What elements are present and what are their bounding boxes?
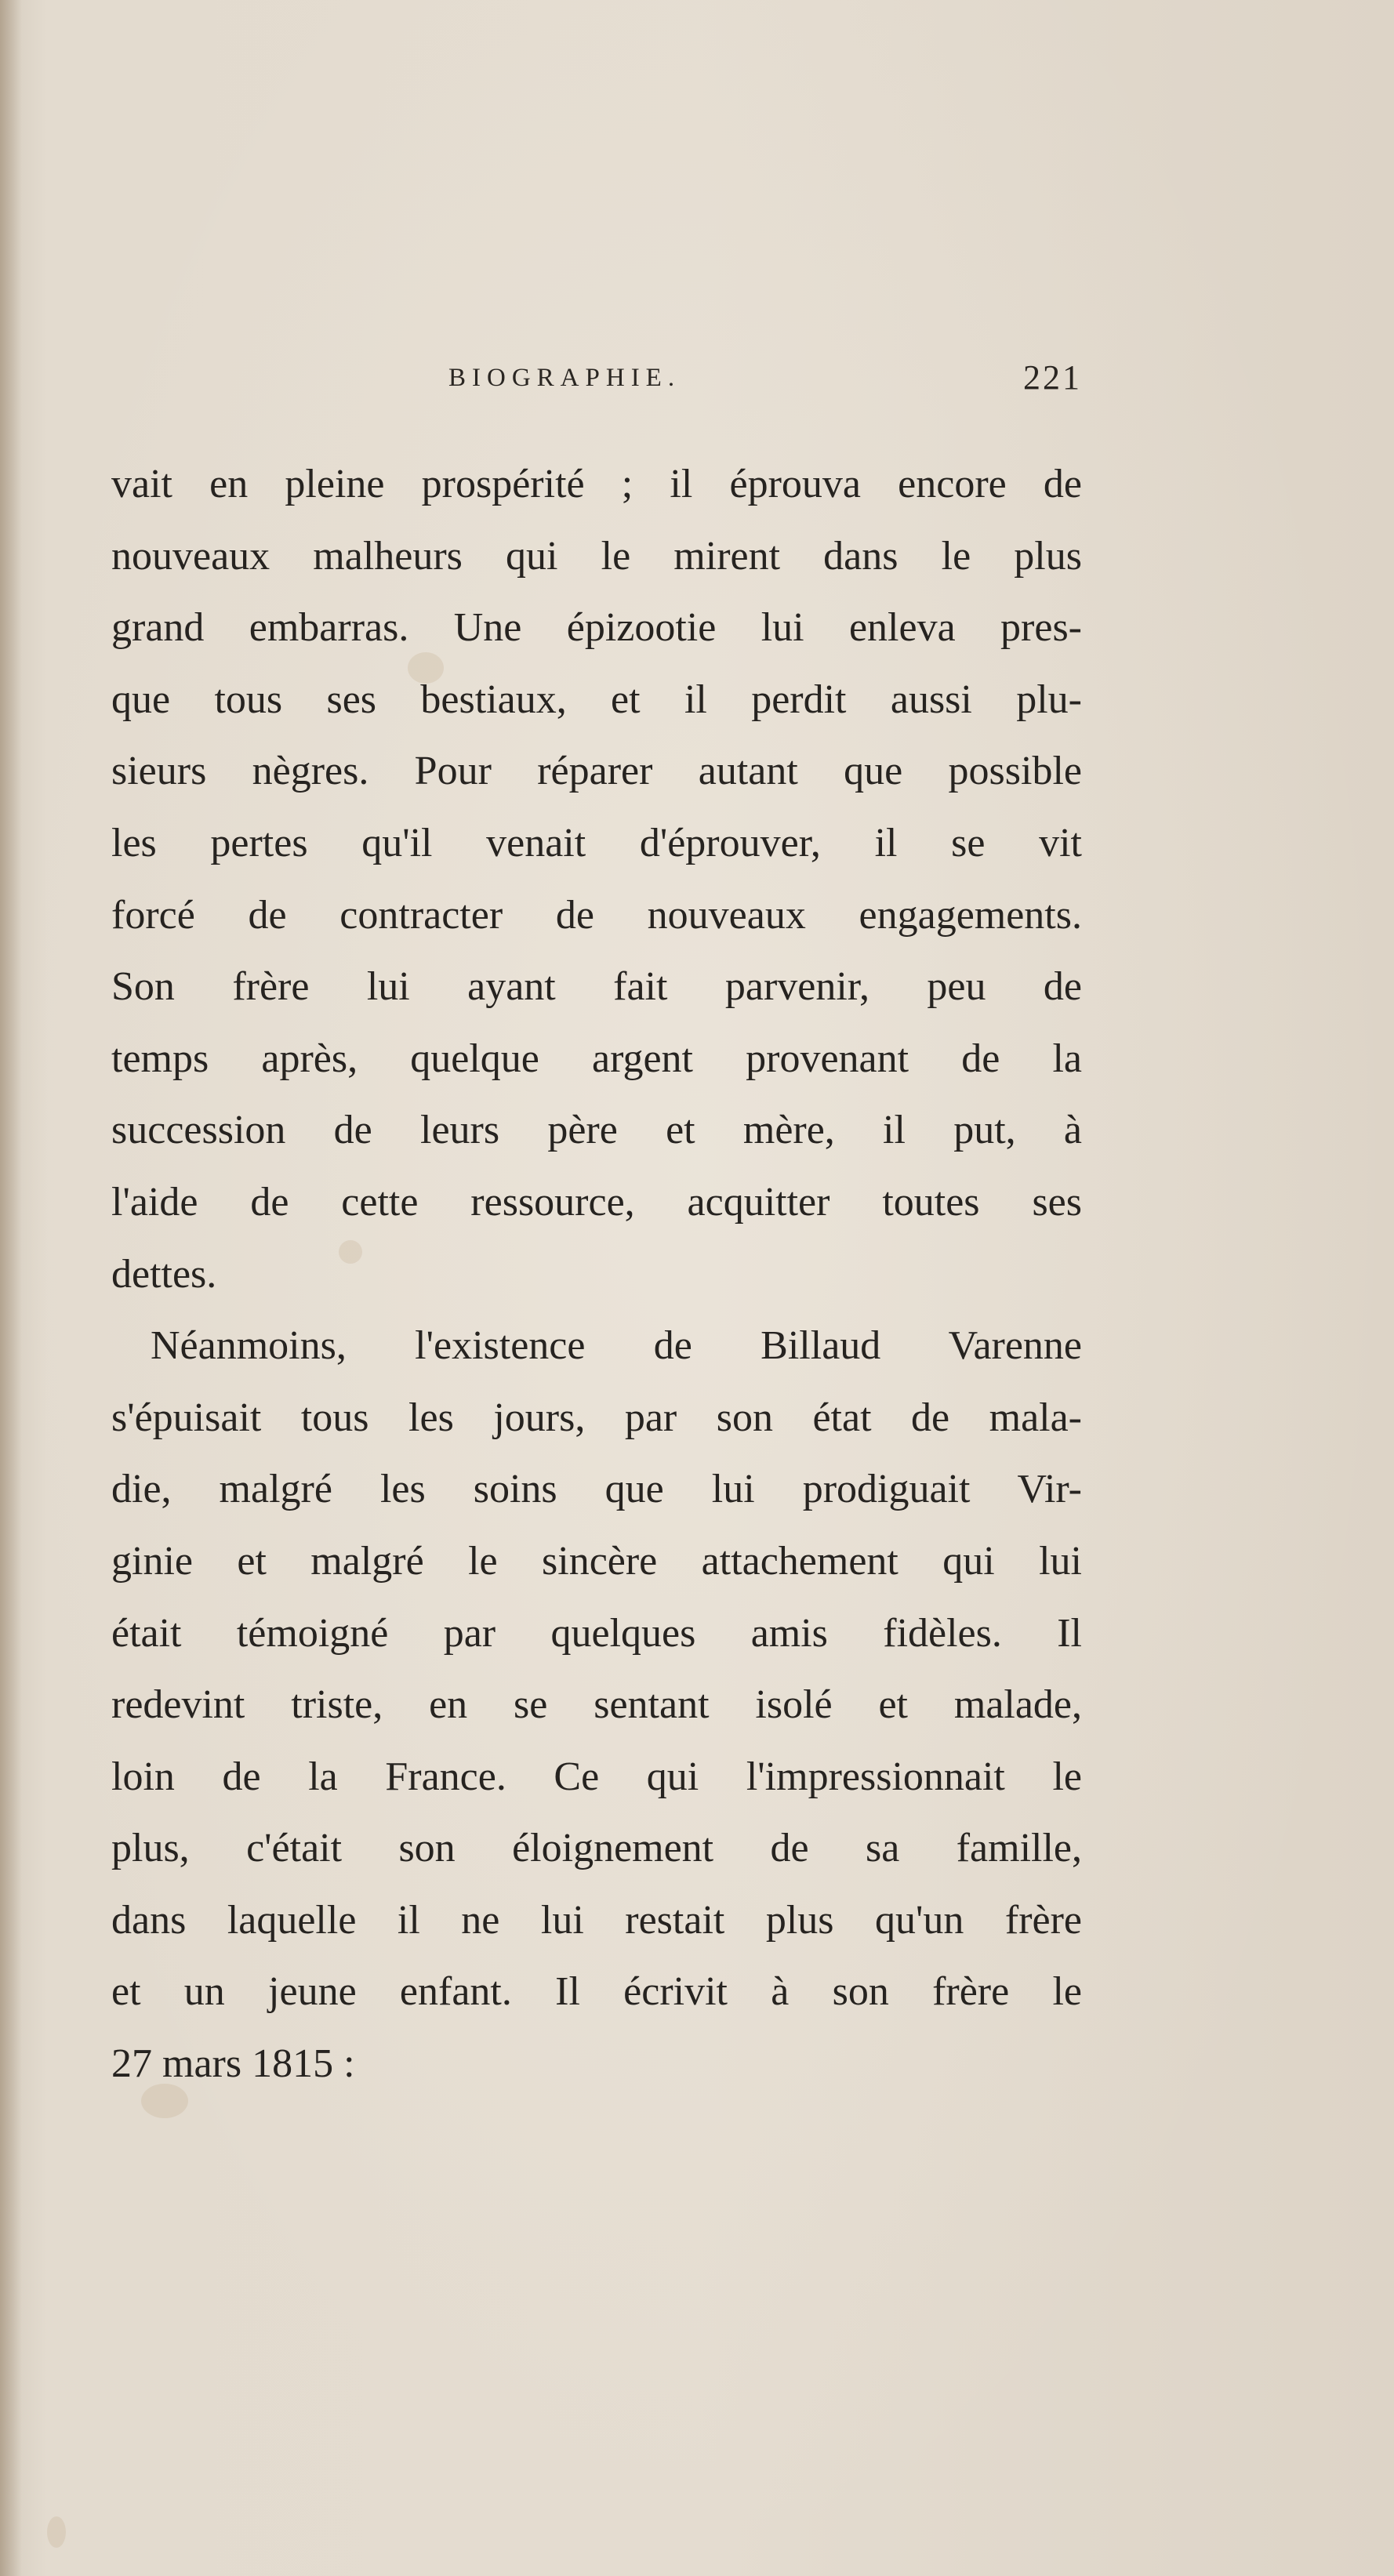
paragraph [111,448,1082,1310]
text-line: sieurs nègres. Pour réparer autant que possible [111,749,1082,794]
text-line: s'épuisait tous les jours, par son état de mala- [111,1395,1082,1440]
text-line: 27 mars 1815 : [111,2041,355,2087]
text-line: ginie et malgré le sincère attachement qui lui [111,1538,1082,1584]
text-line: et un jeune enfant. Il écrivit à son frère le [111,1969,1082,2015]
page-number: 221 [1023,358,1082,397]
text-line: Son frère lui ayant fait parvenir, peu de [111,964,1082,1010]
text-line: nouveaux malheurs qui le mirent dans le plus [111,533,1082,579]
text-line: dans laquelle il ne lui restait plus qu'un frère [111,1897,1082,1943]
text-line: succession de leurs père et mère, il put, à [111,1108,1082,1153]
running-head-title: BIOGRAPHIE. [448,364,681,392]
text-line: les pertes qu'il venait d'éprouver, il se vit [111,820,1082,865]
text-line: grand embarras. Une épizootie lui enleva pres- [111,605,1082,651]
text-line: l'aide de cette ressource, acquitter toutes ses [111,1179,1082,1225]
paper-stain [47,2516,66,2548]
text-line: forcé de contracter de nouveaux engagements. [111,892,1082,938]
text-line: était témoigné par quelques amis fidèles. Il [111,1610,1082,1656]
text-line: loin de la France. Ce qui l'impressionnait le [111,1754,1082,1799]
text-line: dettes. [111,1251,217,1297]
text-line: Néanmoins, l'existence de Billaud Varenne [151,1323,1082,1369]
text-line: plus, c'était son éloignement de sa famille, [111,1826,1082,1871]
body-text [111,448,1082,2100]
text-line: temps après, quelque argent provenant de la [111,1036,1082,1081]
text-line: die, malgré les soins que lui prodiguait Vir- [111,1467,1082,1512]
text-line: redevint triste, en se sentant isolé et malade, [111,1682,1082,1728]
text-line: que tous ses bestiaux, et il perdit aussi plu- [111,677,1082,722]
paragraph [111,1310,1082,2100]
page-edge-shadow [0,0,22,2576]
running-head [111,354,1082,401]
text-line: vait en pleine prospérité ; il éprouva encore de [111,462,1082,506]
